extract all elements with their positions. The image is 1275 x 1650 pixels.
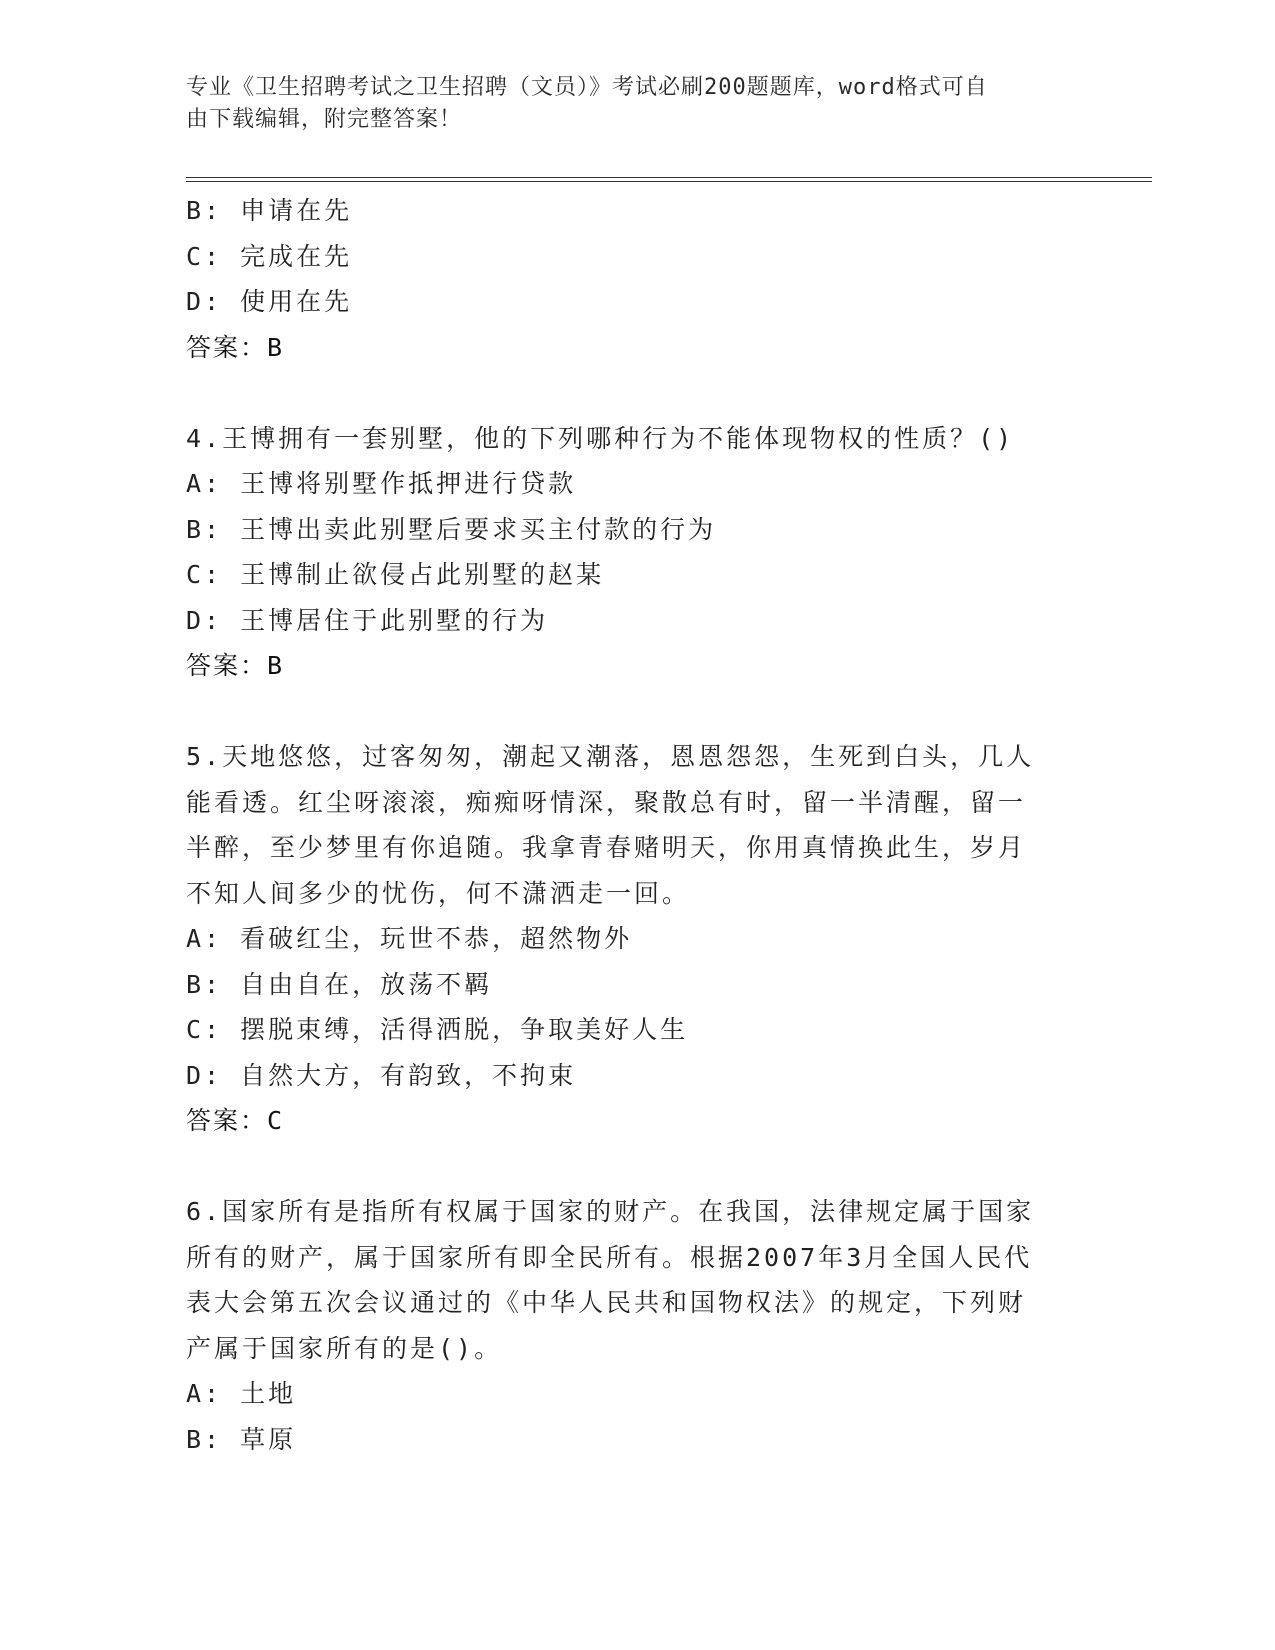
header-line-2: 由下载编辑，附完整答案！ (186, 107, 463, 132)
spacer (186, 370, 1086, 416)
header-divider-bottom (186, 181, 1152, 182)
q5-stem (186, 734, 1066, 916)
q4-answer: 答案：B (186, 651, 285, 680)
q4-option-d: D: 王博居住于此别墅的行为 (186, 605, 549, 635)
q3-option-c: C: 完成在先 (186, 241, 353, 271)
q6-stem-line: 6.国家所有是指所有权属于国家的财产。在我国，法律规定属于国家 (186, 1197, 1035, 1226)
q5-stem-line: 不知人间多少的忧伤，何不潇洒走一回。 (186, 878, 691, 908)
q5-option-c: C: 摆脱束缚，活得洒脱，争取美好人生 (186, 1015, 689, 1044)
q5-stem-line: 能看透。红尘呀滚滚，痴痴呀情深，聚散总有时，留一半清醒，留一 (186, 787, 1027, 817)
q4-option-b: B: 王博出卖此别墅后要求买主付款的行为 (186, 514, 717, 544)
q5-option-d: D: 自然大方，有韵致，不拘束 (186, 1060, 577, 1090)
q4-option-a: A: 王博将别墅作抵押进行贷款 (186, 469, 577, 498)
q5-option-a: A: 看破红尘，玩世不恭，超然物外 (186, 924, 633, 953)
spacer (186, 1144, 1086, 1190)
q6-option-a: A: 土地 (186, 1379, 297, 1408)
q6-stem (186, 1189, 1066, 1371)
q6-option-b: B: 草原 (186, 1424, 297, 1454)
question-3 (186, 188, 1086, 370)
q4-stem: 4.王博拥有一套别墅，他的下列哪种行为不能体现物权的性质？() (186, 423, 1015, 453)
question-4 (186, 416, 1086, 689)
q3-answer: 答案：B (186, 332, 285, 362)
q4-option-c: C: 王博制止欲侵占此别墅的赵某 (186, 560, 605, 589)
question-list (186, 188, 1086, 1462)
question-6 (186, 1189, 1086, 1462)
q6-stem-line: 表大会第五次会议通过的《中华人民共和国物权法》的规定，下列财 (186, 1288, 1027, 1317)
header-divider-top (186, 177, 1152, 178)
document-header (186, 72, 1066, 136)
header-line-1: 专业《卫生招聘考试之卫生招聘（文员）》考试必刷200题题库，word格式可自 (186, 75, 988, 100)
q5-option-b: B: 自由自在，放荡不羁 (186, 969, 493, 999)
q3-option-b: B: 申请在先 (186, 196, 353, 225)
q6-stem-line: 所有的财产，属于国家所有即全民所有。根据2007年3月全国人民代 (186, 1242, 1033, 1272)
q3-option-d: D: 使用在先 (186, 287, 353, 316)
question-5 (186, 734, 1086, 1144)
q5-stem-line: 半醉，至少梦里有你追随。我拿青春赌明天，你用真情换此生，岁月 (186, 833, 1027, 862)
q5-stem-line: 5.天地悠悠，过客匆匆，潮起又潮落，恩恩怨怨，生死到白头，几人 (186, 742, 1035, 771)
spacer (186, 689, 1086, 735)
q5-answer: 答案：C (186, 1106, 285, 1135)
q6-stem-line: 产属于国家所有的是()。 (186, 1333, 503, 1363)
